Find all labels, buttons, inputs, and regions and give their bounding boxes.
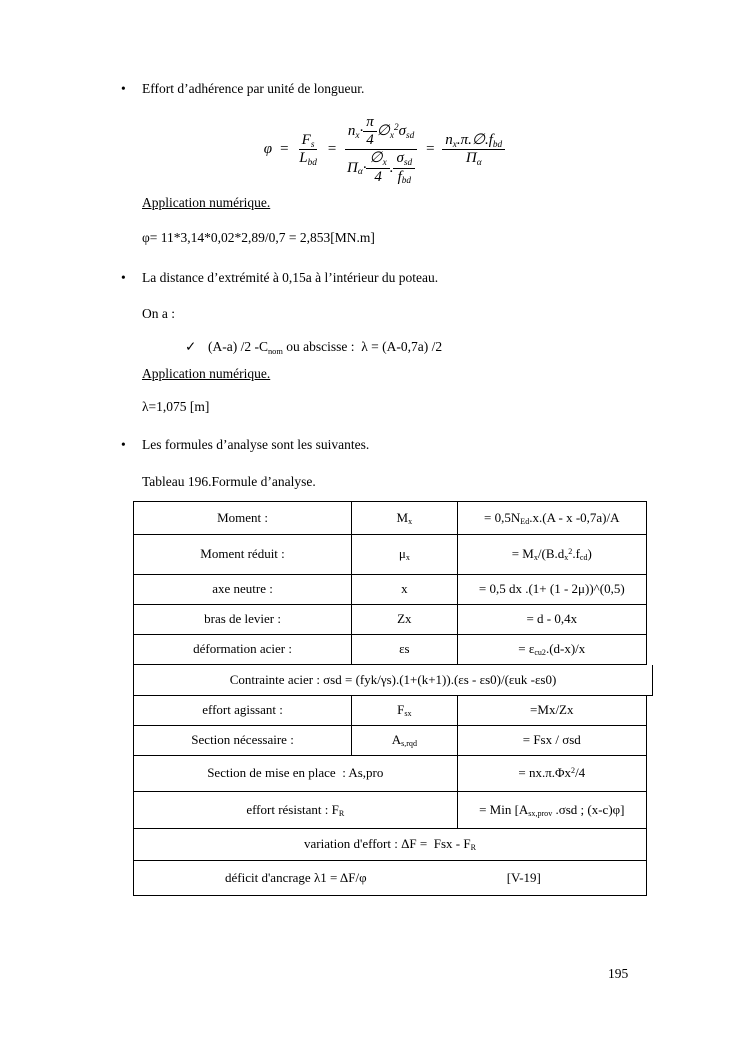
fraction-middle (344, 114, 418, 186)
page-number: 195 (608, 966, 629, 981)
bullet-item-formules (121, 437, 745, 454)
table-cell-full (134, 665, 652, 695)
cell-text: = $\varepsilon_{cu2}.(d-x)/x$ (518, 641, 586, 658)
table-cell-symbol (352, 502, 457, 534)
cell-text: Moment réduit : (200, 546, 285, 562)
formula-row (264, 114, 505, 186)
table-cell-formula (458, 726, 646, 755)
table-row-deficit (133, 861, 647, 896)
table-cell-formula (458, 502, 646, 534)
bullet-item-adherence (121, 81, 745, 98)
bullet-icon: • (121, 269, 126, 285)
table-cell-symbol (352, 535, 457, 574)
cell-text: $F_{sx}$ (397, 702, 412, 719)
table-cell-full (134, 829, 646, 860)
fraction-numerator: $\emptyset_x$ (366, 150, 389, 168)
cell-text: effort agissant : (202, 702, 283, 718)
cell-text: = 0,5 dx .(1+ (1 - 2μ))^(0,5) (478, 581, 625, 597)
table-cell-symbol (352, 635, 457, 664)
bullet-text-adherence: Effort d’adhérence par unité de longueur. (142, 81, 365, 96)
table-row (133, 696, 647, 726)
fraction-denominator: $L_{bd}$ (299, 150, 317, 168)
table-cell-formula (458, 605, 646, 634)
abscisse-formula: (A-a) /2 $-C_{nom}$ ou abscisse : λ = (A-0,7a) /2 (208, 339, 443, 356)
adhesion-formula (264, 114, 505, 186)
phi-calculation: φ= 11*3,14*0,02*2,89/0,7 = 2,853[MN.m] (142, 229, 375, 245)
cell-text: = Fsx / σsd (522, 732, 581, 748)
table-row-variation (133, 829, 647, 861)
cell-text: Zx (397, 611, 412, 627)
table-row-contrainte (133, 665, 653, 696)
table-row (133, 792, 647, 829)
fraction-denominator: 4 (374, 168, 382, 185)
table-cell-merged-label (134, 861, 458, 895)
bullet-icon: • (121, 437, 126, 452)
application-numerique-heading-2: Application numérique. (142, 366, 271, 382)
table-cell-formula (458, 756, 646, 791)
cell-text: Contrainte acier : σsd = (fyk/γs).(1+(k+1)).(εs - εs0)/(εuk -εs0) (229, 671, 557, 687)
table-row (133, 535, 647, 575)
fraction-numerator: $\sigma_{sd}$ (393, 150, 415, 168)
table-cell-formula (458, 535, 646, 574)
cell-text: Section nécessaire : (191, 732, 294, 748)
lambda-value: λ=1,075 [m] (142, 399, 210, 415)
fraction-result (442, 132, 505, 168)
table-row (133, 575, 647, 605)
table-cell-label (134, 726, 352, 755)
table-cell-symbol (352, 696, 457, 725)
equals-sign: = (425, 141, 436, 158)
table-cell-reference (458, 861, 646, 895)
cell-text: = Min [$A_{sx,prov}$ .σsd ; (x-c)φ] (479, 801, 625, 818)
check-list-item (185, 339, 745, 356)
cell-text: déficit d'ancrage λ1 = ΔF/φ (225, 869, 367, 885)
table-row (133, 501, 647, 535)
table-cell-merged-label (134, 792, 458, 828)
checkmark-icon: ✓ (185, 339, 197, 355)
cell-text: Moment : (217, 509, 269, 525)
table-cell-formula (458, 635, 646, 664)
table-cell-label (134, 635, 352, 664)
table-cell-label (134, 696, 352, 725)
bullet-icon: • (121, 81, 126, 96)
fraction-numerator: $F_s$ (299, 132, 318, 150)
cell-text: bras de levier : (204, 611, 281, 627)
cell-text: axe neutre : (212, 581, 273, 597)
cell-text: x (401, 581, 408, 597)
table-cell-formula (458, 575, 646, 604)
fraction-denominator: $f_{bd}$ (397, 168, 412, 187)
cell-text: $\mu_x$ (398, 546, 410, 563)
cell-text: =Mx/Zx (530, 702, 574, 718)
bullet-text-formules: Les formules d’analyse sont les suivantes. (142, 437, 370, 452)
cell-text: = $M_x/(B.d_x^2.f_{cd})$ (511, 546, 592, 563)
equals-sign: = (279, 141, 290, 158)
cell-text: $A_{s,rqd}$ (391, 732, 417, 749)
table-cell-formula (458, 696, 646, 725)
table-cell-label (134, 535, 352, 574)
table-row (133, 635, 647, 665)
term-pi-alpha: $\Pi_\alpha\cdot$ (347, 159, 367, 178)
table-row (133, 605, 647, 635)
table-row (133, 756, 647, 792)
formula-lhs: φ (263, 141, 273, 158)
cell-text: εs (399, 641, 410, 657)
bullet-item-distance (121, 270, 745, 287)
term-nx: $n_x\cdot$ (347, 123, 364, 141)
analysis-formula-table (133, 501, 647, 896)
cell-text: [V-19] (506, 869, 541, 885)
table-cell-symbol (352, 575, 457, 604)
table-cell-label (134, 575, 352, 604)
table-cell-symbol (352, 726, 457, 755)
cell-text: $M_x$ (396, 509, 413, 526)
cell-text: Section de mise en place : As,pro (207, 765, 384, 781)
table-cell-symbol (352, 605, 457, 634)
table-cell-label (134, 502, 352, 534)
table-cell-merged-label (134, 756, 458, 791)
fraction-sigma-fbd (393, 150, 415, 186)
cell-text: déformation acier : (193, 641, 292, 657)
cell-text: = $0,5N_{Ed}.x.(A$ - x -0,7a)/A (484, 509, 620, 526)
application-numerique-heading-1: Application numérique. (142, 194, 271, 210)
bullet-text-distance: La distance d’extrémité à 0,15a à l’intérieur du poteau. (142, 269, 439, 285)
fraction-phix-4 (366, 150, 389, 186)
cell-text: effort résistant : $F_R$ (246, 801, 345, 818)
fraction-numerator: $n_x.\pi.\emptyset.f_{bd}$ (442, 132, 505, 150)
equals-sign: = (326, 141, 337, 158)
table-cell-label (134, 605, 352, 634)
fraction-denominator: 4 (366, 132, 374, 149)
cell-text: variation d'effort : ΔF = Fsx - $F_R$ (304, 836, 476, 853)
fraction-fs-lbd (296, 132, 320, 168)
table-row (133, 726, 647, 756)
fraction-denominator: $\Pi_\alpha$ (465, 150, 482, 168)
fraction-pi-4 (363, 114, 377, 150)
table-caption: Tableau 196.Formule d’analyse. (142, 473, 316, 489)
dot-operator: . (389, 159, 394, 176)
term-phi-sigma: $\emptyset_x^2\sigma_{sd}$ (376, 123, 415, 141)
cell-text: = $nx.\pi.\Phi x^2/4$ (518, 765, 586, 781)
fraction-numerator: π (363, 114, 377, 132)
fraction-denominator (344, 150, 418, 186)
on-a-label: On a : (142, 305, 175, 321)
table-cell-formula (458, 792, 646, 828)
fraction-numerator (345, 114, 417, 151)
cell-text: = d - 0,4x (526, 611, 578, 627)
